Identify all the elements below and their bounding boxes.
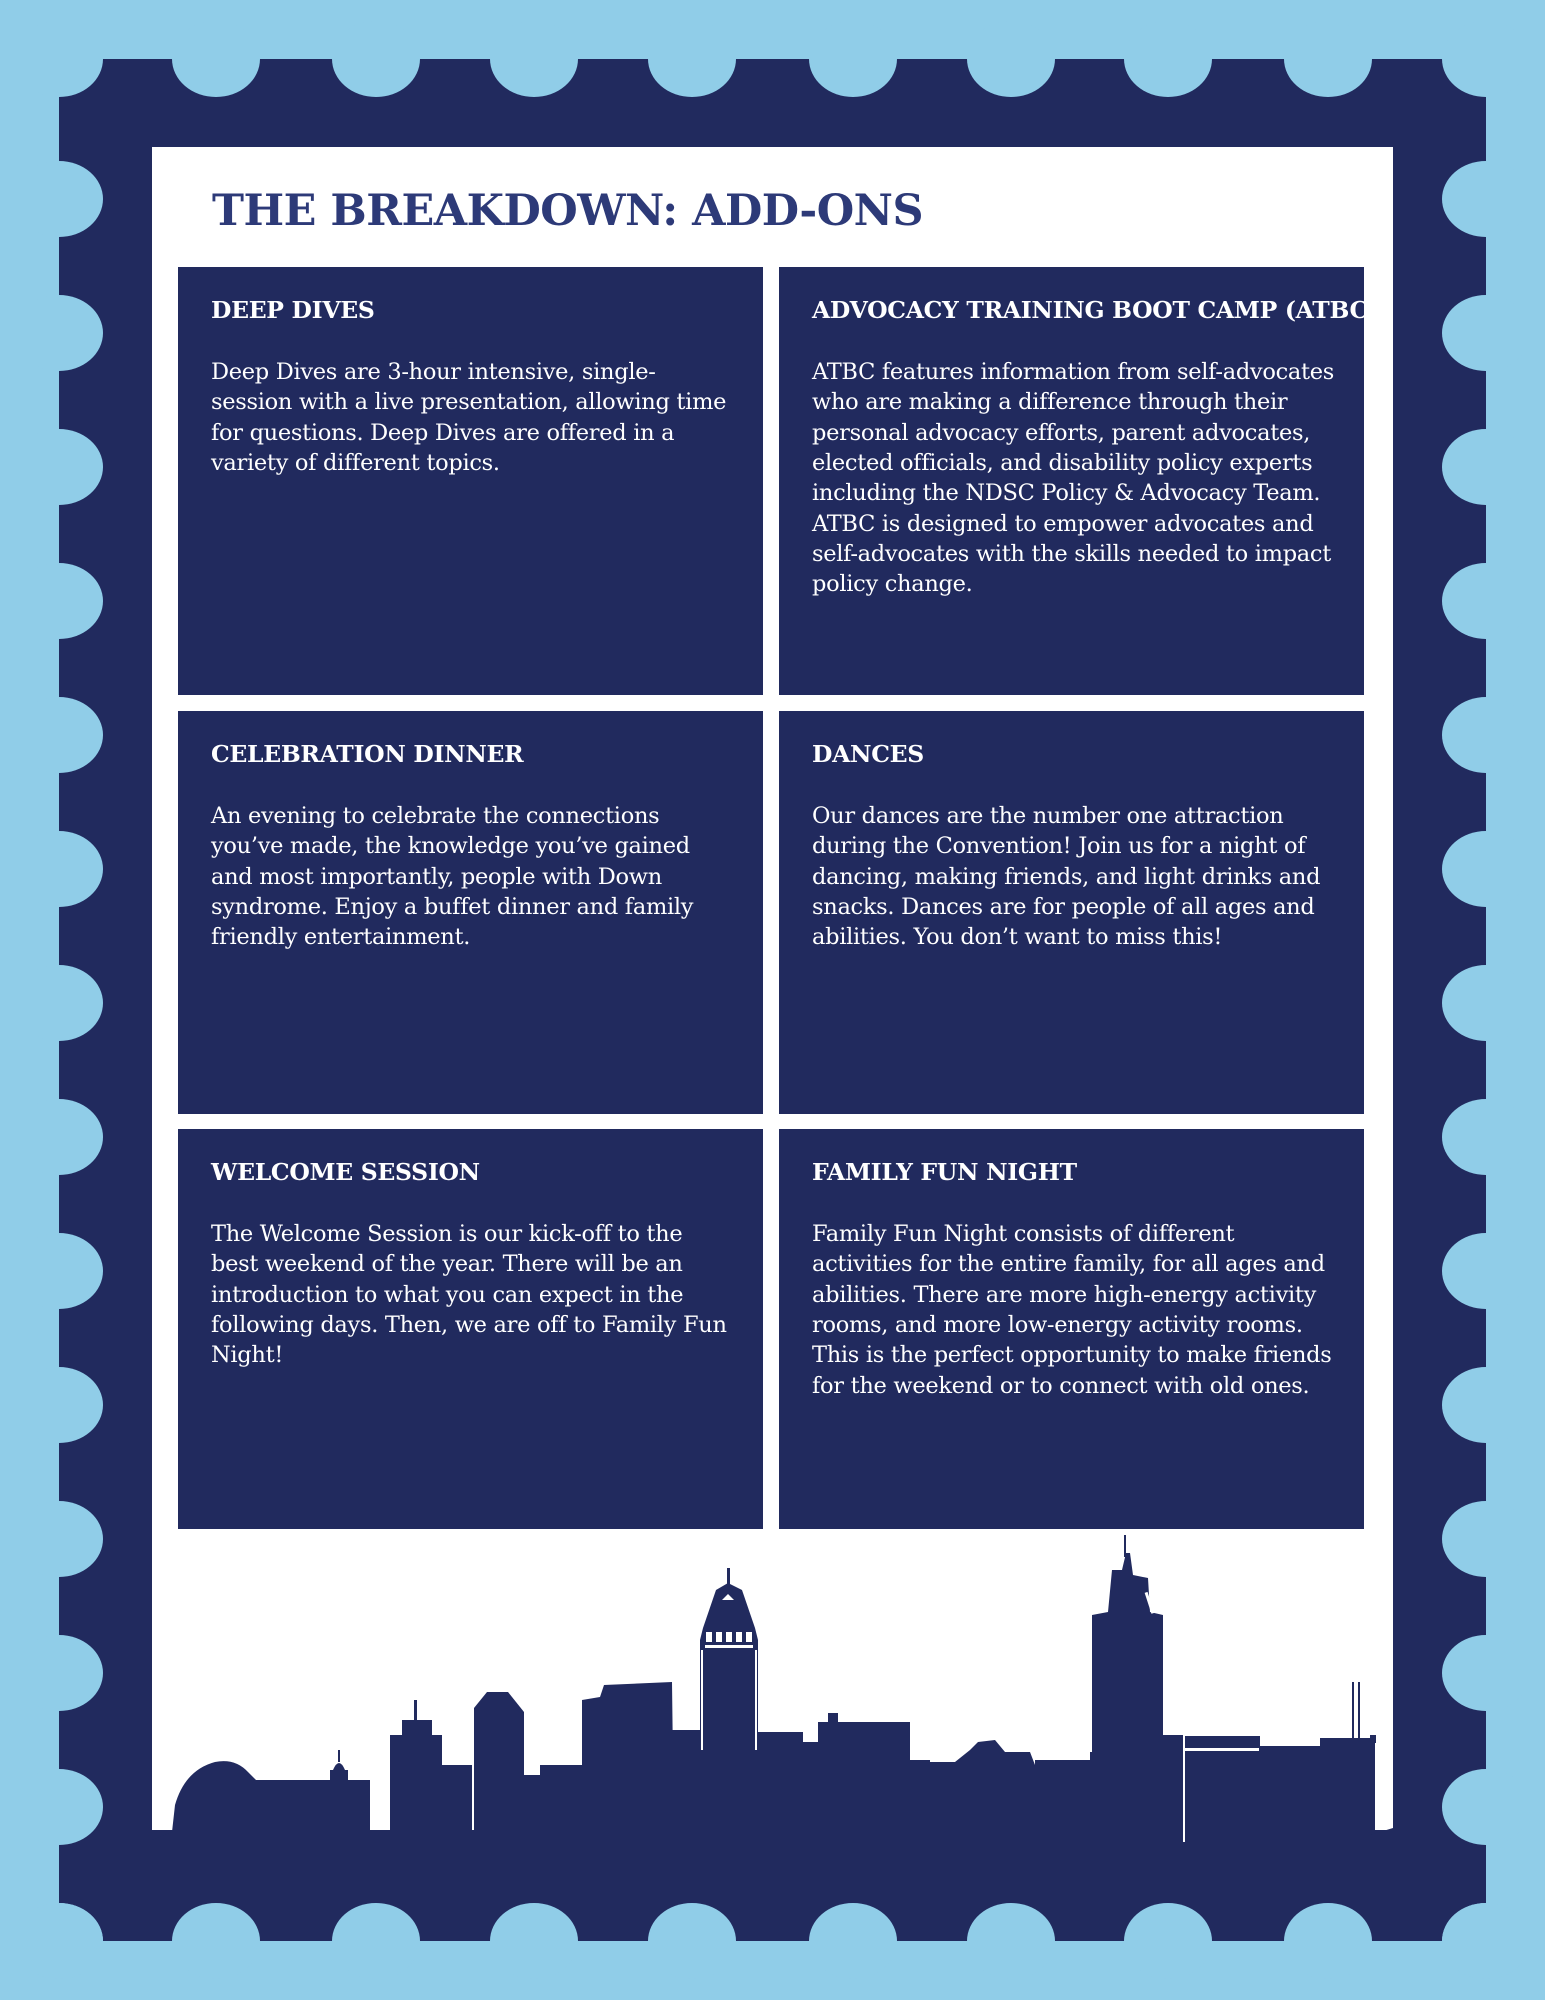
card-body: Our dances are the number one attraction during the Convention! Join us for a night of dancing, making friends, and light drinks and snacks. Dances are for people of all ages and abilities. You don’t want to miss this!: [812, 803, 1321, 951]
card-body: The Welcome Session is our kick-off to the best weekend of the year. There will be an introduction to what you can expect in the following days. Then, we are off to Family Fun Night!: [211, 1221, 727, 1369]
card-body: An evening to celebrate the connections you’ve made, the knowledge you’ve gained and most importantly, people with Down syndrome. Enjoy a buffet dinner and family friendly entertainment.: [211, 803, 694, 951]
card-body: ATBC features information from self-advocates who are making a difference through their personal advocacy efforts, parent advocates, elected officials, and disability policy experts including the NDSC Policy & Advocacy Team. ATBC is designed to empower advocates and self-advocates with the skills needed to impact policy change.: [812, 359, 1334, 598]
card-body: Deep Dives are 3-hour intensive, single-session with a live presentation, allowing time for questions. Deep Dives are offered in a variety of different topics.: [211, 359, 727, 476]
card-heading: DEEP DIVES: [211, 296, 375, 324]
card-heading: FAMILY FUN NIGHT: [812, 1158, 1077, 1186]
card-heading: ADVOCACY TRAINING BOOT CAMP (ATBC): [812, 296, 1379, 324]
card-heading: DANCES: [812, 740, 924, 768]
card-heading: WELCOME SESSION: [211, 1158, 480, 1186]
page-title: THE BREAKDOWN: ADD-ONS: [212, 186, 924, 236]
card-heading: CELEBRATION DINNER: [211, 740, 524, 768]
card-body: Family Fun Night consists of different activities for the entire family, for all ages and abilities. There are more high-energy activity rooms, and more low-energy activity rooms. This is the perfect opportunity to make friends for the weekend or to connect with old ones.: [812, 1221, 1332, 1399]
